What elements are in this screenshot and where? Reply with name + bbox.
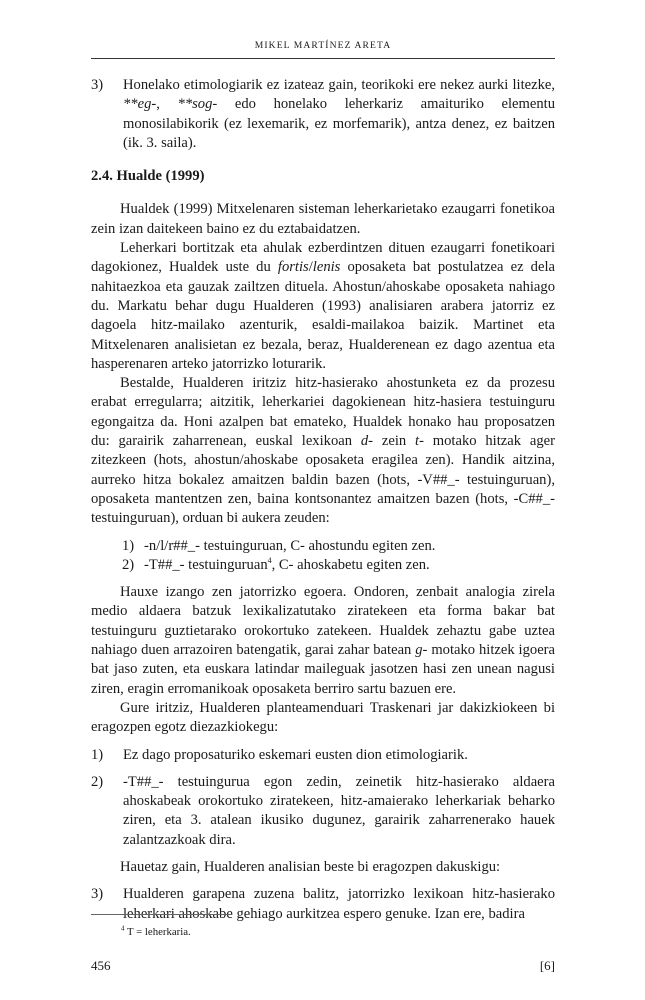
item-number: 3) xyxy=(91,77,104,93)
italic-run: lenis xyxy=(312,259,341,276)
spacer xyxy=(91,738,555,746)
item-text: Ez dago proposaturiko eskemari eusten dion etimologiarik. xyxy=(123,746,468,763)
text-run: Hauxe izango zen jatorrizko egoera. Ondoren, zenbait analogia zirela medio aldaera batzuk lexikalizatutako ziratekeen eta forma bakar bat testuinguru guztietarako orokortuko zatekeen. Hualdek zehaztu gabe uztea nahiago duen arrazoiren batengatik, garai zahar batean xyxy=(91,584,555,659)
italic-run: **eg- xyxy=(123,96,157,113)
item-text: -n/l/r##_- testuinguruan, C- ahostundu egiten zen. xyxy=(144,537,436,554)
footnote-rule xyxy=(91,914,231,915)
footnote-mark: 4 xyxy=(121,924,125,933)
page-number: 456 xyxy=(91,958,111,973)
spacer xyxy=(91,186,555,200)
spacer xyxy=(91,850,555,858)
text-run: edo honelako leherkariz amaituriko elementu monosilabikorik (ez lexemarik, ez morfemarik), antza denez, ez baitzen (ik. 3. saila). xyxy=(123,96,555,151)
item-text xyxy=(144,556,555,575)
text-run: zein xyxy=(373,433,416,450)
paragraph: Gure iritziz, Hualderen planteamenduari Traskenari jar dakizkiokeen bi eragozpen egotz diezazkiokegu: xyxy=(91,699,555,736)
footnote-text: T = leherkaria. xyxy=(127,926,191,938)
text-run: Bestalde, Hualderen iritziz hitz-hasierako ahostunketa ez da prozesu erabat erregularra; aitzitik, leherkariei dagokienean hitz-hasiera testuinguru egongaitza da. Honi azalpen bat emateko, Hualdek honako hau proposatzen du: garairik zaharrenean, euskal lexikoan xyxy=(91,375,555,450)
text-run: Leherkari bortitzak eta ahulak ezberdintzen dituen ezaugarri fonetikoari dagokionez, Hualdek uste du xyxy=(91,240,555,276)
italic-run: t- xyxy=(415,433,424,450)
text-run: Honelako etimologiarik ez izateaz gain, teorikoki ere nekez aurki litezke, xyxy=(123,77,555,93)
paragraph xyxy=(91,239,555,374)
spacer xyxy=(91,765,555,773)
item-number: 1) xyxy=(122,537,135,554)
text-run: oposaketa bat postulatzea ez dela nahitaezkoa eta gauzak zailtzen dituela. Ahostun/ahoskabe oposaketa nahiago du. Markatu behar dugu Hualderen (1993) analisiaren arabera jatorriz ez dagoela hitz-mailako azenturik, esaldi-mailakoa baizik. Martinet eta Mitxelenaren analisietan ez bezala, beraz, Hualderenean ez dago azentua eta hasperenaren arteko jatorrizko loturarik. xyxy=(91,259,555,372)
paragraph xyxy=(91,583,555,699)
paragraph: Hauetaz gain, Hualderen analisian beste bi eragozpen dakuskigu: xyxy=(120,858,501,875)
item-text: -T##_- testuingurua egon zedin, zeinetik hitz-hasierako aldaera ahoskabeak orokortuko ziratekeen, hitz-amaierako leherkariak beharko ziren, eta 3. atalean ikusiko dugunez, garairik zaharrenerako hauek zalantzazkoak dira. xyxy=(123,773,555,848)
list-item xyxy=(91,773,555,850)
list-item xyxy=(91,746,555,765)
page-number-bracket: [6] xyxy=(539,958,555,973)
italic-run: **sog- xyxy=(177,96,218,113)
item-number: 3) xyxy=(91,886,104,903)
spacer xyxy=(91,575,555,583)
running-head: MIKEL MARTÍNEZ ARETA xyxy=(254,40,392,51)
italic-run: g- xyxy=(415,642,428,659)
body-text xyxy=(91,76,555,924)
list-item xyxy=(91,537,555,556)
list-item xyxy=(91,885,555,924)
item-number: 2) xyxy=(91,773,104,790)
item-number: 2) xyxy=(122,556,135,573)
italic-run: fortis xyxy=(277,259,309,276)
paragraph xyxy=(91,374,555,528)
section-title: 2.4. Hualde (1999) xyxy=(91,168,205,185)
spacer xyxy=(91,153,555,167)
list-item xyxy=(91,556,555,575)
footnote-ref[interactable]: 4 xyxy=(267,555,272,565)
italic-run: d- xyxy=(360,433,374,450)
text-run: , xyxy=(156,96,178,113)
text-run: motako hitzak ager zitezkeen (hots, ahostun/ahoskabe oposaketa eragilea zen). Handik aitzina, aurreko hitza bokalez amaitzen baldin bazen (hots, -V##_- testuinguruan), oposaketa mantentzen zen, baina kontsonantez amaitzen bazen (hots, -C##_- testuinguruan), orduan bi aukera zeuden: xyxy=(91,433,555,527)
spacer xyxy=(91,529,555,537)
item-text xyxy=(123,76,555,153)
text-run: -T##_- testuinguruan xyxy=(144,556,268,573)
list-item xyxy=(91,76,555,153)
paragraph: Hualdek (1999) Mitxelenaren sisteman leherkarietako ezaugarri fonetikoa zein izan daitekeen baino ez du eztabaidatzen. xyxy=(91,201,555,237)
text-run: , C- ahoskabetu egiten zen. xyxy=(271,556,430,573)
footnote xyxy=(121,926,191,938)
header-rule xyxy=(91,58,555,59)
text-run: / xyxy=(308,259,313,276)
item-number: 1) xyxy=(91,746,104,763)
text-run: motako hitzek igoera bat jaso zuten, eta euskara latindar maileguak jasotzen hasi zen unean nagusi ziren, eragin erromanikoak oposaketa berriro sartu bazuen ere. xyxy=(91,642,556,697)
item-text: Hualderen garapena zuzena balitz, jatorrizko lexikoan hitz-hasierako leherkari ahoskabe gehiago aurkitzea espero genuke. Izan ere, badira xyxy=(123,886,555,922)
spacer xyxy=(91,877,555,885)
